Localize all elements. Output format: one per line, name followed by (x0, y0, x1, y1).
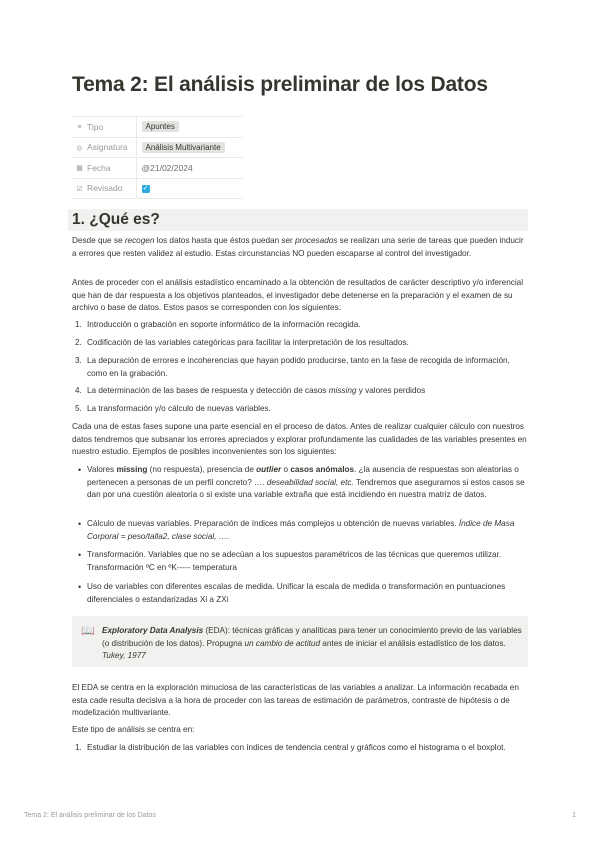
property-key: Fecha (87, 162, 111, 173)
tipo-tag[interactable]: Apuntes (142, 121, 179, 132)
property-row-tipo (72, 117, 243, 138)
paragraph-focus-intro: Este tipo de análisis se centra en: (72, 725, 195, 734)
page-title: Tema 2: El análisis preliminar de los Datos (72, 73, 488, 96)
property-key: Revisado (87, 183, 123, 194)
book-icon: 📖 (81, 625, 95, 637)
checkbox-icon: ☑ (76, 185, 83, 193)
callout-eda (72, 616, 528, 667)
page-number: 1 (572, 812, 576, 819)
property-key: Asignatura (87, 142, 128, 153)
revisado-checkbox[interactable]: ✓ (142, 185, 149, 192)
paragraph-eda: El EDA se centra en la exploración minuciosa de las características de las variables a analizar. La información recabada en esta cade resulta decisiva a la hora de proceder con las tareas de estimación de parámetros, contraste de hipótesis o de modelización multivariante. (72, 683, 519, 717)
property-key: Tipo (87, 121, 104, 132)
calendar-icon: ▦ (76, 165, 83, 172)
property-row-revisado (72, 178, 243, 199)
fecha-value[interactable]: @21/02/2024 (141, 162, 193, 173)
section-heading: 1. ¿Qué es? (68, 209, 528, 231)
list-item: 5. La transformación y/o cálculo de nuevas variables. (75, 404, 271, 413)
list-item: 2. Codificación de las variables categóricas para facilitar la interpretación de los resultados. (75, 338, 409, 347)
property-row-fecha (72, 158, 243, 179)
page-footer (24, 812, 576, 819)
list-item: 1. Estudiar la distribución de las variables con índices de tendencia central y gráficos como el histograma o el boxplot. (75, 743, 506, 752)
paragraph-intro: Desde que se recogen los datos hasta que éstos puedan ser procesados se realizan una serie de tareas que pueden inducir a errores que resten validez al estudio. Estas circunstancias NO pueden escaparse al control del investigador. (72, 236, 524, 258)
list-icon: ≡ (77, 124, 82, 131)
asignatura-tag[interactable]: Análisis Multivariante (142, 142, 225, 153)
properties-table (72, 116, 243, 199)
callout-text: Exploratory Data Analysis (EDA): técnicas gráficas y analíticas para tener un conocimiento previo de las variables (o distribución de los datos). Propugna un cambio de actitud antes de iniciar el análisis estadístico de los datos. Tukey, 1977 (102, 626, 522, 660)
paragraph-steps-intro: Antes de proceder con el análisis estadístico encaminado a la obtención de resultados de carácter descriptivo y/o inferencial que han de dar respuesta a los objetivos planteados, el investigador debe detenerse en la preparación y el examen de su archivo o base de datos. Estos pasos se corresponden con los siguientes: (72, 278, 524, 312)
list-item: 4. La determinación de las bases de respuesta y detección de casos missing y valores perdidos (75, 386, 426, 395)
bullet-item: • Valores missing (no respuesta), presencia de outlier o casos anómalos. ¿la ausencia de respuestas son aleatorias o pertenecen a personas de un perfil concreto? …. deseabilidad social, etc. Tendremos que asegurarnos si estos casos se dan por una cuestión aleatoria o si existe una variable extraña que está incidiendo en nuestra matriz de datos. (78, 465, 525, 499)
property-row-asignatura (72, 137, 243, 158)
target-icon: ◎ (76, 144, 83, 152)
footer-title: Tema 2: El análisis preliminar de los Datos (24, 812, 156, 819)
list-item: 3. La depuración de errores e incoherencias que hayan podido producirse, tanto en la fase de recogida de información, como en la grabación. (75, 356, 510, 378)
list-item: 1. Introducción o grabación en soporte informático de la información recogida. (75, 320, 361, 329)
bullet-item: • Transformación. Variables que no se adecúan a los supuestos paramétricos de las técnicas que queremos utilizar. Transformación ºC en ºK----- temperatura (78, 550, 502, 572)
bullet-item: • Cálculo de nuevas variables. Preparación de índices más complejos u obtención de nuevas variables. Índice de Masa Corporal = peso/talla2, clase social, …. (78, 519, 515, 541)
bullet-item: • Uso de variables con diferentes escalas de medida. Unificar la escala de medida o transformación en puntuaciones diferenciales o estandarizadas Xi a ZXi (78, 582, 506, 604)
paragraph-issues-intro: Cada una de estas fases supone una parte esencial en el proceso de datos. Antes de realizar cualquier cálculo con nuestros datos tendremos que subsanar los errores apreciados y explorar profundamente las cualidades de las variables presentes en nuestro estudio. Ejemplos de posibles inconvenientes son los siguientes: (72, 422, 527, 456)
